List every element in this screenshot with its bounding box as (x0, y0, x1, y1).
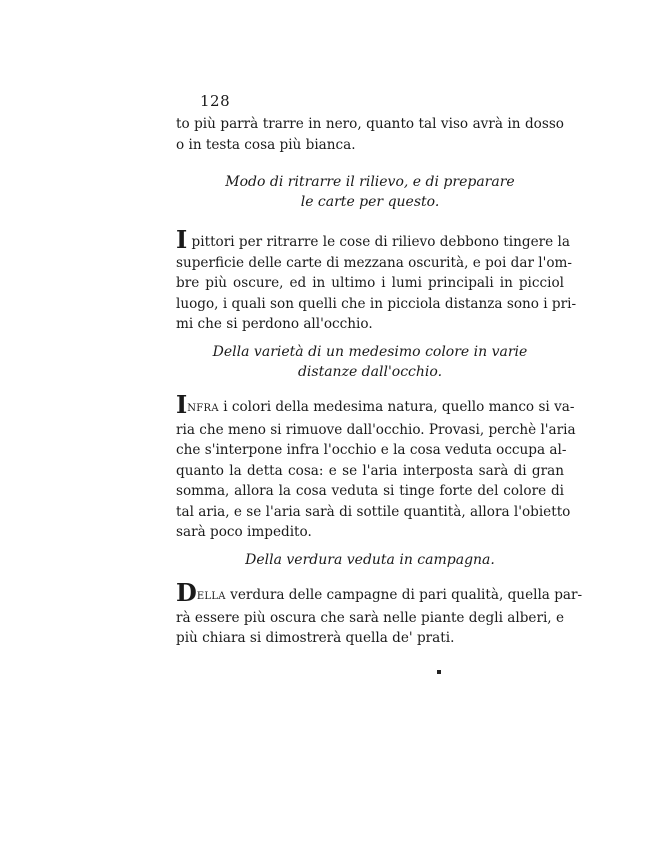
section-paragraph (176, 225, 577, 335)
heading-line: Modo di ritrarre il rilievo, e di preparare (225, 174, 515, 190)
intro-paragraph (176, 114, 564, 155)
drop-cap: I (176, 225, 188, 254)
first-line-text: pittori per ritrarre le cose di rilievo debbono tingere la (187, 234, 570, 250)
small-caps: NFRA (187, 403, 219, 414)
first-line-text: verdura delle campagne di pari qualità, quella par- (225, 587, 583, 603)
ornament-mark (437, 670, 441, 674)
section-heading (176, 550, 564, 570)
text-line: to più parrà trarre in nero, quanto tal viso avrà in dosso (176, 116, 564, 132)
drop-cap: I (176, 390, 188, 419)
page-number: 128 (200, 92, 231, 110)
heading-line: Della varietà di un medesimo colore in varie (212, 344, 528, 360)
text-line: bre più oscure, ed in ultimo i lumi principali in picciol (176, 275, 564, 291)
text-line: che s'interpone infra l'occhio e la cosa veduta occupa al- (176, 442, 567, 458)
text-line: o in testa cosa più bianca. (176, 136, 356, 153)
text-line: tal aria, e se l'aria sarà di sottile quantità, allora l'obietto (176, 503, 571, 520)
heading-line: le carte per questo. (300, 194, 440, 210)
heading-line: Della verdura veduta in campagna. (245, 552, 495, 568)
small-caps: ELLA (196, 591, 226, 602)
text-line: rà essere più oscura che sarà nelle piante degli alberi, e (176, 609, 564, 626)
first-line-text: i colori della medesima natura, quello manco si va- (218, 399, 575, 415)
text-line (176, 390, 575, 420)
text-line: somma, allora la cosa veduta si tinge forte del colore di (176, 483, 564, 499)
text-line: quanto la detta cosa: e se l'aria interposta sarà di gran (176, 462, 564, 479)
text-line: ria che meno si rimuove dall'occhio. Provasi, perchè l'aria (176, 421, 576, 438)
section-paragraph (176, 390, 576, 543)
text-line: mi che si perdono all'occhio. (176, 316, 373, 332)
text-line: sarà poco impedito. (176, 524, 312, 540)
section-paragraph (176, 578, 583, 649)
text-line: luogo, i quali son quelli che in picciola distanza sono i pri- (176, 295, 577, 312)
section-heading (176, 342, 564, 382)
text-line: superficie delle carte di mezzana oscurità, e poi dar l'om- (176, 254, 573, 271)
text-line (176, 225, 570, 254)
drop-cap: D (176, 578, 197, 607)
heading-line: distanze dall'occhio. (297, 364, 443, 380)
text-line (176, 578, 583, 608)
text-line: più chiara si dimostrerà quella de' prati. (176, 630, 455, 646)
section-heading (176, 172, 564, 212)
